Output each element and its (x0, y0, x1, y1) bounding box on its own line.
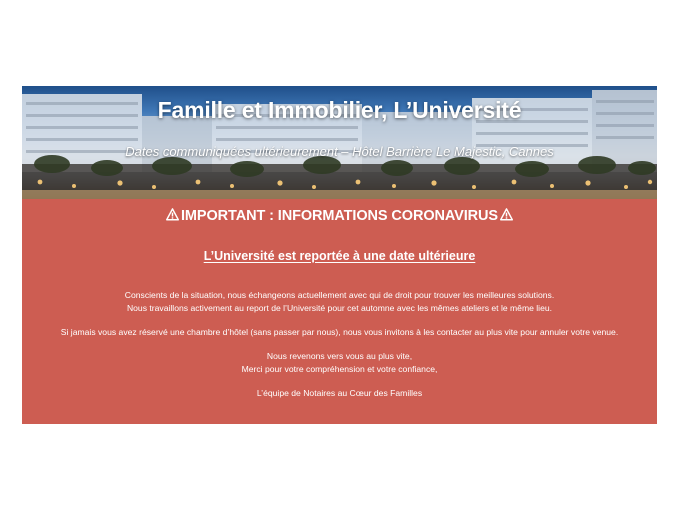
warning-icon (166, 208, 179, 221)
event-subtitle: Dates communiquées ultérieurement – Hôtel Barrière Le Majestic, Cannes (125, 144, 554, 159)
notice-heading-text: IMPORTANT : INFORMATIONS CORONAVIRUS (181, 208, 498, 224)
notice-heading (22, 208, 657, 224)
notice-paragraph (22, 350, 657, 376)
notice-line: Conscients de la situation, nous échangeons actuellement avec qui de droit pour trouver les meilleures solutions. (124, 290, 555, 300)
warning-icon (500, 208, 513, 221)
notice-line: L’équipe de Notaires au Cœur des Familles (256, 388, 423, 398)
notice-body (22, 289, 657, 411)
hero-image (22, 86, 657, 199)
postponement-announcement: L’Université est reportée à une date ultérieure (203, 249, 476, 263)
notice-paragraph (22, 326, 657, 339)
notice-line: Nous revenons vers vous au plus vite, (266, 351, 413, 361)
coronavirus-notice (22, 199, 657, 424)
notice-line: Nous travaillons activement au report de l’Université pour cet automne avec les mêmes ateliers et le même lieu. (126, 303, 553, 313)
notice-line: Si jamais vous avez réservé une chambre d’hôtel (sans passer par nous), nous vous invitons à les contacter au plus vite pour annuler votre venue. (60, 327, 619, 337)
event-banner (22, 86, 657, 424)
notice-signature (22, 387, 657, 400)
notice-line: Merci pour votre compréhension et votre confiance, (241, 364, 438, 374)
event-title: Famille et Immobilier, L’Université (157, 97, 522, 123)
notice-paragraph (22, 289, 657, 315)
